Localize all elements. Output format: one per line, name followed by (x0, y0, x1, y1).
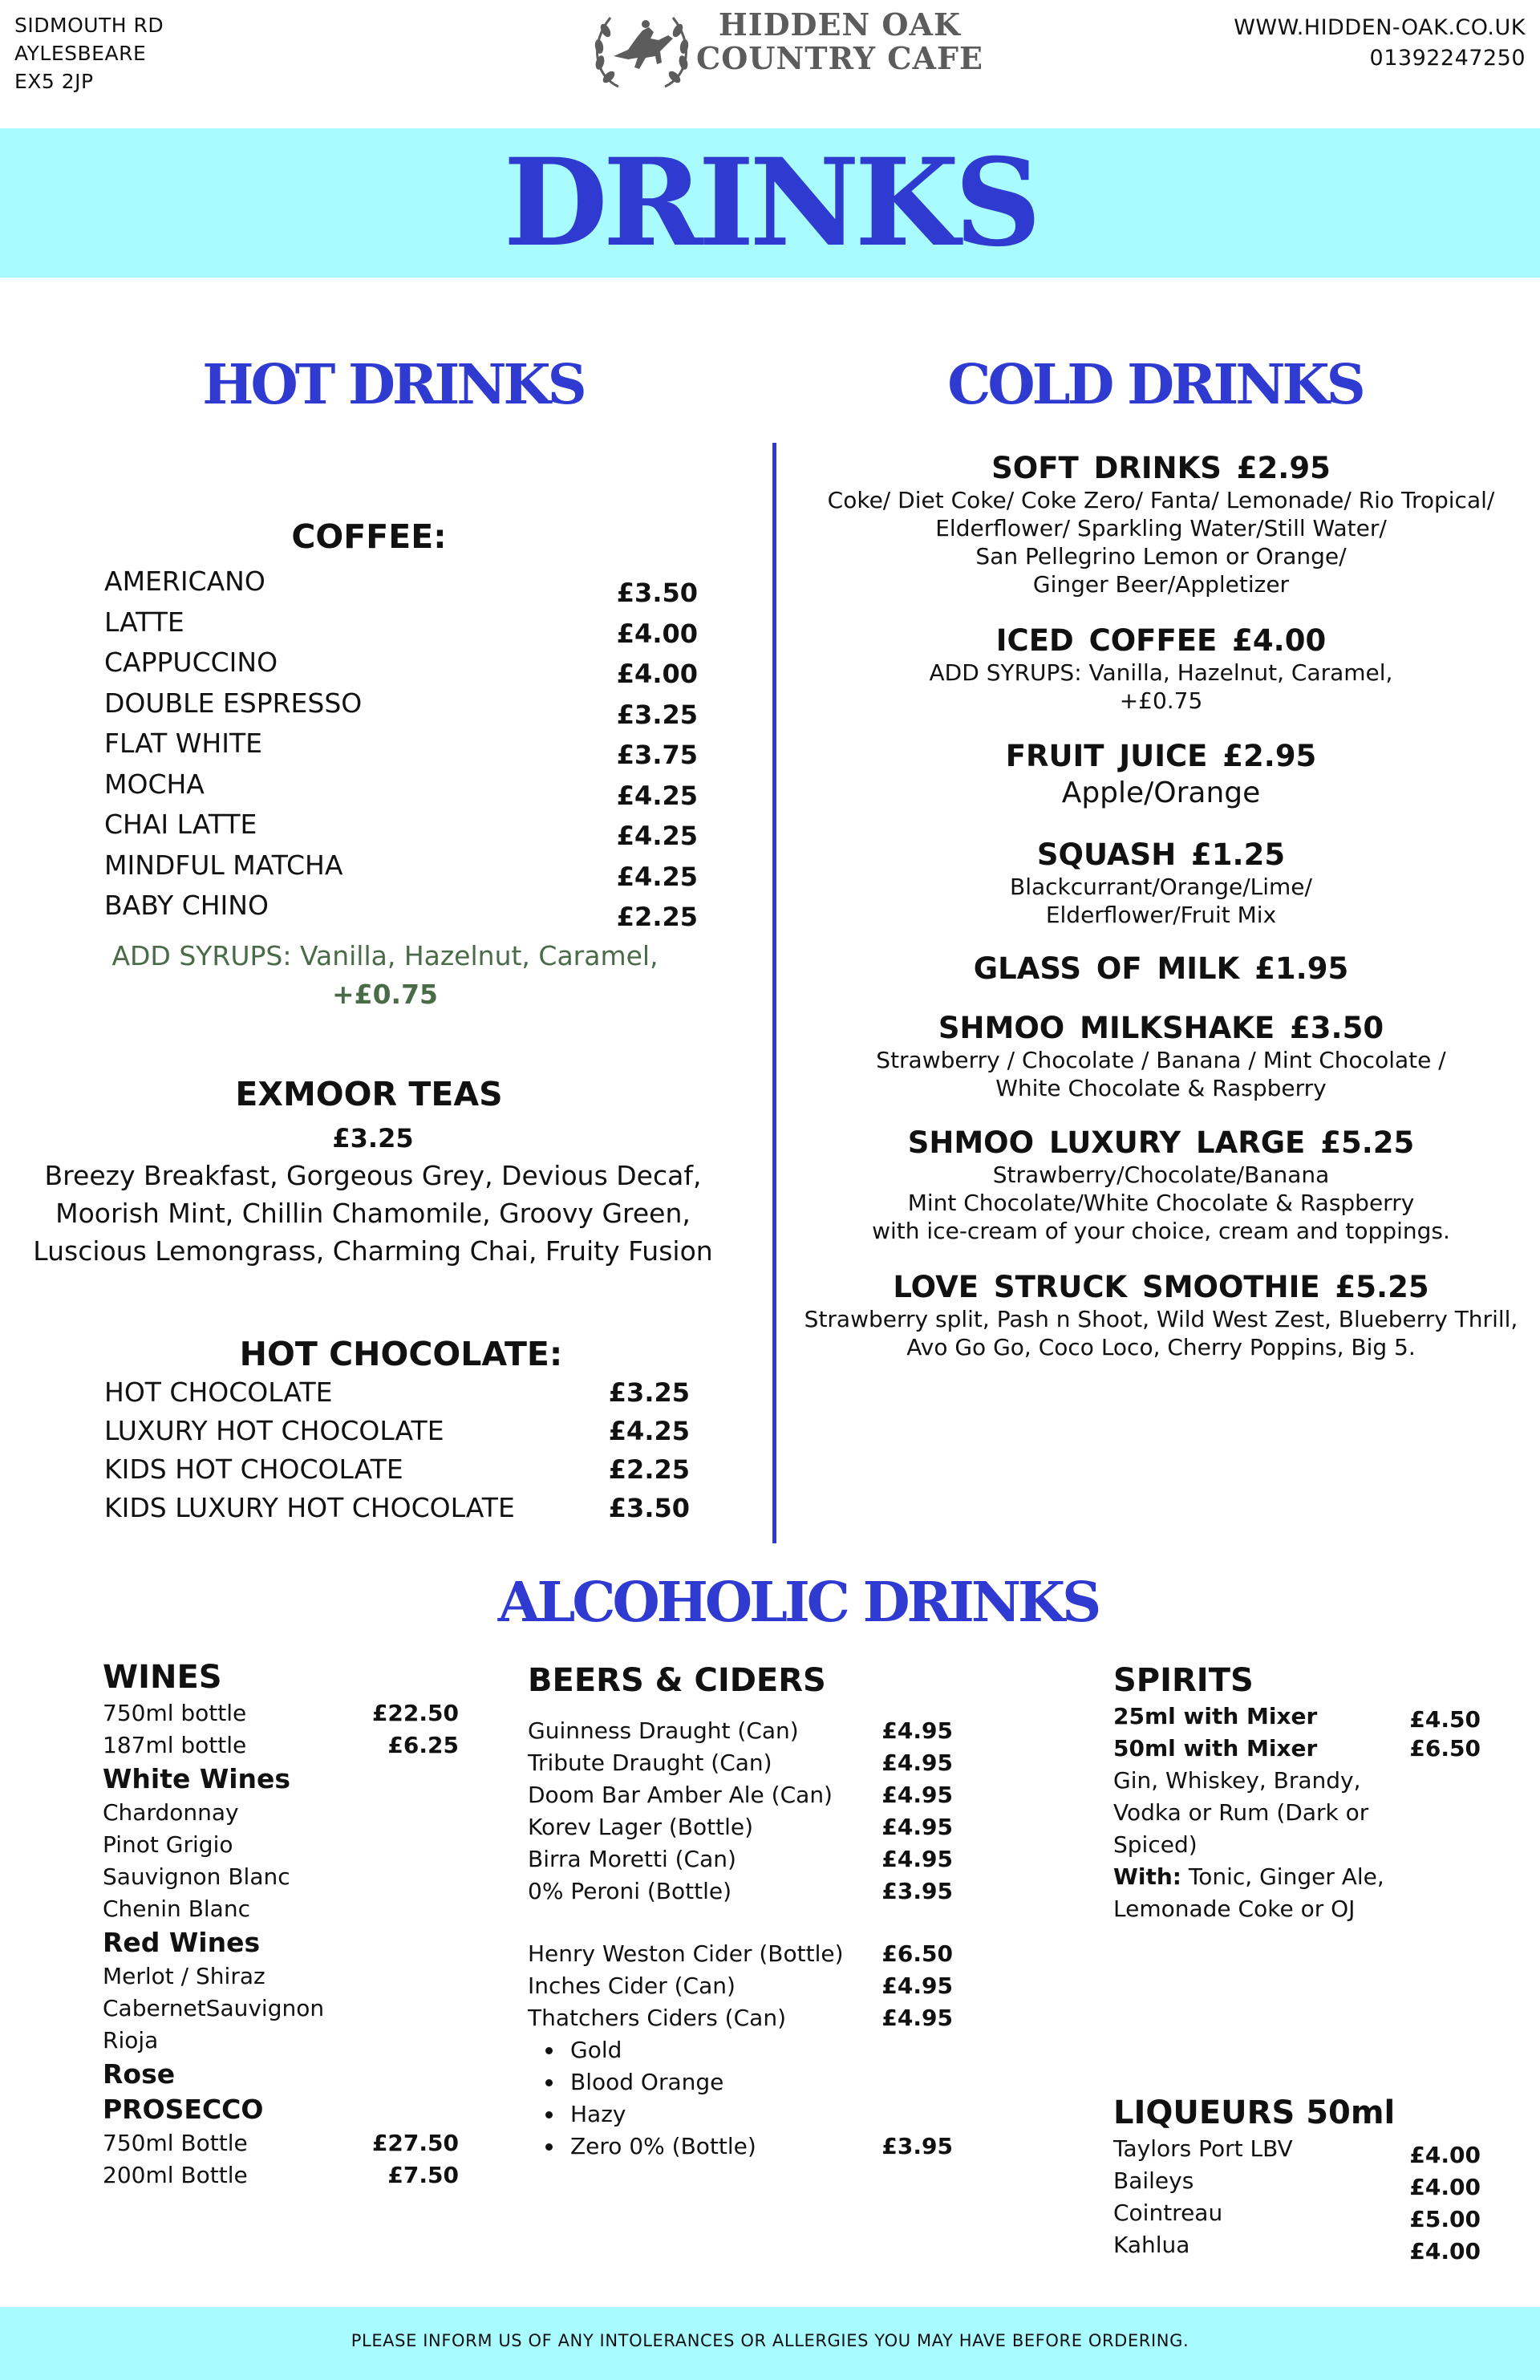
cold-item-line: Elderflower/Fruit Mix (1045, 902, 1277, 928)
menu-item (104, 886, 698, 932)
item-name: Baileys (1113, 2167, 1194, 2194)
menu-item (104, 602, 698, 649)
item-name: CAPPUCCINO (104, 647, 278, 678)
address-line: EX5 2JP (14, 70, 94, 93)
item-price: £3.25 (608, 1377, 690, 1408)
cold-item-line: Strawberry / Chocolate / Banana / Mint Chocolate / (876, 1047, 1446, 1073)
cold-item-line: Strawberry split, Pash n Shoot, Wild West Zest, Blueberry Thrill, (804, 1306, 1518, 1332)
cafe-name-line: COUNTRY CAFE (696, 40, 983, 76)
item-price: £5.00 (1409, 2206, 1481, 2232)
beers-heading: BEERS & CIDERS (528, 1662, 826, 1699)
menu-item (104, 805, 698, 851)
item-name: Blood Orange (570, 2069, 724, 2095)
wine-name: Sauvignon Blanc (103, 1863, 290, 1890)
page-title: DRINKS (503, 132, 1037, 274)
wine-name: CabernetSauvignon (103, 1995, 325, 2021)
item-price: £4.25 (608, 1416, 690, 1446)
item-price: £7.50 (387, 2162, 459, 2188)
item-name: Tribute Draught (Can) (528, 1750, 772, 1776)
item-name: 50ml with Mixer (1113, 1735, 1318, 1762)
item-price: £27.50 (371, 2130, 459, 2156)
item-price: £4.95 (881, 2005, 953, 2031)
menu-item (528, 1843, 953, 1875)
red-wines-heading: Red Wines (103, 1927, 261, 1958)
wine-name: Chenin Blanc (103, 1895, 250, 1922)
cold-item-line: Strawberry/Chocolate/Banana (992, 1162, 1330, 1188)
item-name: Gold (570, 2037, 622, 2063)
item-name: Korev Lager (Bottle) (528, 1814, 754, 1840)
cold-item-line: Elderflower/ Sparkling Water/Still Water/ (935, 515, 1387, 541)
hot-chocolate-list (104, 1373, 690, 1527)
item-price: £3.95 (881, 1878, 953, 1904)
menu-item (1113, 2229, 1481, 2264)
spacer (528, 1908, 953, 1938)
menu-item (528, 1970, 953, 2002)
item-name: Birra Moretti (Can) (528, 1846, 736, 1872)
item-price: £4.00 (616, 618, 698, 649)
wines-column (103, 1657, 459, 2191)
coffee-heading: COFFEE: (291, 517, 447, 556)
item-name: FLAT WHITE (104, 728, 262, 759)
prosecco-heading: PROSECCO (103, 2094, 264, 2125)
cold-item-line: with ice-cream of your choice, cream and toppings. (872, 1218, 1450, 1244)
cafe-name (696, 8, 983, 75)
menu-item (104, 1450, 690, 1489)
cold-item (782, 623, 1540, 715)
cold-item-line: San Pellegrino Lemon or Orange/ (975, 543, 1347, 570)
beers-column (528, 1660, 953, 2163)
item-price: £4.00 (1409, 2174, 1481, 2200)
wine-name: Chardonnay (103, 1799, 239, 1826)
menu-item (528, 1747, 953, 1779)
cold-item (782, 951, 1540, 987)
item-price: £6.25 (387, 1732, 459, 1758)
cafe-name-line: HIDDEN OAK (718, 6, 962, 43)
mixer-options: Lemonade Coke or OJ (1113, 1895, 1356, 1922)
item-name: Hazy (570, 2101, 626, 2127)
bullet-item (528, 2066, 953, 2098)
item-price: £4.00 (1409, 2142, 1481, 2168)
menu-item (104, 1412, 690, 1450)
wine-name: Pinot Grigio (103, 1831, 233, 1858)
item-price: £4.95 (881, 1846, 953, 1872)
teas-line: Moorish Mint, Chillin Chamomile, Groovy Green, (55, 1198, 691, 1229)
menu-item (1113, 2197, 1481, 2232)
menu-item (104, 1489, 690, 1527)
white-wines-heading: White Wines (103, 1763, 291, 1794)
menu-item (1113, 2133, 1481, 2168)
item-price: £4.00 (616, 659, 698, 689)
cold-item-line: Mint Chocolate/White Chocolate & Raspberry (907, 1190, 1415, 1216)
menu-item (104, 845, 698, 892)
item-price: £6.50 (1409, 1735, 1481, 1762)
cold-item-title: LOVE STRUCK SMOOTHIE £5.25 (893, 1270, 1429, 1304)
item-price: £4.25 (616, 861, 698, 892)
spirit-types: Gin, Whiskey, Brandy, (1113, 1767, 1361, 1794)
item-name: Zero 0% (Bottle) (570, 2133, 756, 2159)
menu-item (103, 1697, 459, 1729)
item-price: £3.50 (616, 578, 698, 608)
hot-chocolate-heading: HOT CHOCOLATE: (239, 1335, 563, 1373)
bullet-item (528, 2034, 953, 2066)
item-price: £4.95 (881, 1973, 953, 1999)
item-price: £4.50 (1409, 1706, 1481, 1733)
address-line: SIDMOUTH RD (14, 14, 164, 37)
item-name: AMERICANO (104, 566, 265, 597)
item-price: £2.25 (608, 1454, 690, 1485)
item-price: £3.50 (608, 1493, 690, 1523)
contact (1234, 13, 1526, 74)
item-name: 200ml Bottle (103, 2162, 248, 2188)
cold-item-title: FRUIT JUICE £2.95 (1005, 739, 1317, 773)
menu-item (104, 1373, 690, 1412)
menu-item (103, 2127, 459, 2159)
mixer-text: Tonic, Ginger Ale, (1181, 1863, 1384, 1890)
item-name: HOT CHOCOLATE (104, 1377, 333, 1408)
bullet-item (528, 2131, 953, 2163)
cold-item-line: Ginger Beer/Appletizer (1032, 571, 1290, 598)
spirits-heading: SPIRITS (1113, 1662, 1254, 1699)
menu-item (528, 1875, 953, 1908)
item-price: £4.25 (616, 821, 698, 851)
item-name: Guinness Draught (Can) (528, 1717, 799, 1744)
menu-item (528, 1811, 953, 1843)
item-name: 25ml with Mixer (1113, 1703, 1318, 1729)
cold-item-title: GLASS OF MILK £1.95 (973, 951, 1349, 986)
teas-price: £3.25 (332, 1123, 414, 1154)
item-name: KIDS LUXURY HOT CHOCOLATE (104, 1492, 515, 1523)
menu-item (528, 1938, 953, 1970)
item-name: Henry Weston Cider (Bottle) (528, 1940, 844, 1967)
column-divider (772, 443, 776, 1543)
horse-wreath-logo-icon (590, 6, 694, 96)
phone: 01392247250 (1369, 46, 1526, 71)
rose-heading: Rose (103, 2058, 176, 2090)
cold-item (782, 451, 1540, 598)
cold-item-line: White Chocolate & Raspberry (995, 1075, 1327, 1101)
coffee-syrups (80, 937, 690, 1014)
menu-item (104, 562, 698, 608)
cold-item-line: +£0.75 (1119, 687, 1203, 714)
cold-item (782, 1011, 1540, 1102)
item-name: 0% Peroni (Bottle) (528, 1878, 732, 1904)
item-name: Cointreau (1113, 2200, 1223, 2226)
teas-line: Breezy Breakfast, Gorgeous Grey, Devious Decaf, (44, 1160, 702, 1191)
cold-item-title: SHMOO MILKSHAKE £3.50 (938, 1011, 1384, 1045)
item-name: BABY CHINO (104, 890, 269, 921)
liqueurs-heading: LIQUEURS 50ml (1113, 2094, 1396, 2131)
wine-name: Merlot / Shiraz (103, 1963, 265, 1989)
item-price: £22.50 (371, 1700, 459, 1726)
mixer-options (1113, 1861, 1481, 1893)
syrups-price: +£0.75 (331, 979, 439, 1010)
spirit-types: Spiced) (1113, 1831, 1198, 1858)
coffee-list (104, 562, 698, 932)
item-name: 187ml bottle (103, 1732, 247, 1758)
item-price: £4.00 (1409, 2238, 1481, 2264)
item-name: KIDS HOT CHOCOLATE (104, 1454, 403, 1485)
item-name: Kahlua (1113, 2232, 1190, 2258)
item-name: Doom Bar Amber Ale (Can) (528, 1782, 833, 1808)
item-name: Inches Cider (Can) (528, 1973, 736, 1999)
menu-item (528, 2002, 953, 2034)
menu-item (104, 683, 698, 730)
menu-item (103, 1729, 459, 1762)
item-name: 750ml bottle (103, 1700, 247, 1726)
item-name: 750ml Bottle (103, 2130, 248, 2156)
teas-block (16, 1120, 730, 1270)
item-price: £4.25 (616, 780, 698, 811)
teas-heading: EXMOOR TEAS (235, 1075, 503, 1113)
item-price: £4.95 (881, 1750, 953, 1776)
item-name: LATTE (104, 606, 184, 638)
allergy-notice: PLEASE INFORM US OF ANY INTOLERANCES OR ALLERGIES YOU MAY HAVE BEFORE ORDERING. (351, 2331, 1189, 2350)
bullet-item (528, 2098, 953, 2131)
item-name: DOUBLE ESPRESSO (104, 687, 363, 719)
syrups-text: ADD SYRUPS: Vanilla, Hazelnut, Caramel, (111, 940, 659, 971)
cold-item-title: ICED COFFEE £4.00 (995, 623, 1327, 658)
alcoholic-drinks-heading: ALCOHOLIC DRINKS (497, 1571, 1099, 1635)
menu-item (1113, 1733, 1481, 1765)
menu-item (1113, 1701, 1481, 1733)
hot-drinks-heading: HOT DRINKS (202, 353, 584, 417)
menu-item (1113, 2165, 1481, 2200)
item-price: £3.95 (881, 2133, 953, 2159)
menu-item (104, 724, 698, 770)
cold-item-title: SOFT DRINKS £2.95 (991, 451, 1331, 485)
item-price: £4.95 (881, 1782, 953, 1808)
mixer-label: With: (1113, 1863, 1181, 1890)
item-name: CHAI LATTE (104, 809, 257, 840)
liqueurs-column (1113, 2093, 1481, 2264)
item-price: £3.75 (616, 740, 698, 770)
cold-item (782, 1270, 1540, 1361)
website: WWW.HIDDEN-OAK.CO.UK (1234, 15, 1526, 40)
cold-item-line: ADD SYRUPS: Vanilla, Hazelnut, Caramel, (929, 659, 1393, 686)
menu-item (528, 1779, 953, 1811)
cold-item-title: SQUASH £1.25 (1036, 837, 1286, 872)
item-name: Thatchers Ciders (Can) (528, 2005, 786, 2031)
cold-item (782, 837, 1540, 929)
item-price: £4.95 (881, 1717, 953, 1744)
cold-item-line: Coke/ Diet Coke/ Coke Zero/ Fanta/ Lemonade/ Rio Tropical/ (827, 487, 1495, 513)
menu-item (104, 764, 698, 811)
spirit-types: Vodka or Rum (Dark or (1113, 1799, 1369, 1826)
wine-name: Rioja (103, 2027, 159, 2054)
cold-item (782, 739, 1540, 813)
item-name: MINDFUL MATCHA (104, 849, 343, 881)
teas-line: Luscious Lemongrass, Charming Chai, Fruity Fusion (33, 1235, 713, 1267)
item-name: MOCHA (104, 768, 205, 800)
menu-item (104, 643, 698, 689)
spirits-column (1113, 1660, 1481, 1925)
cold-item-title: SHMOO LUXURY LARGE £5.25 (907, 1125, 1415, 1160)
cold-drinks-heading: COLD DRINKS (947, 353, 1363, 417)
cold-item (782, 1125, 1540, 1245)
item-name: Taylors Port LBV (1113, 2135, 1293, 2162)
menu-item (103, 2159, 459, 2191)
cold-item-line: Avo Go Go, Coco Loco, Cherry Poppins, Big 5. (906, 1334, 1416, 1360)
item-price: £3.25 (616, 699, 698, 730)
item-price: £4.95 (881, 1814, 953, 1840)
cold-item-line: Apple/Orange (1061, 776, 1261, 809)
menu-item (528, 1715, 953, 1747)
address (14, 11, 164, 95)
item-price: £2.25 (616, 902, 698, 932)
address-line: AYLESBEARE (14, 42, 147, 65)
item-name: LUXURY HOT CHOCOLATE (104, 1415, 444, 1446)
cold-item-line: Blackcurrant/Orange/Lime/ (1010, 874, 1312, 900)
wines-heading: WINES (103, 1659, 222, 1696)
item-price: £6.50 (881, 1940, 953, 1967)
